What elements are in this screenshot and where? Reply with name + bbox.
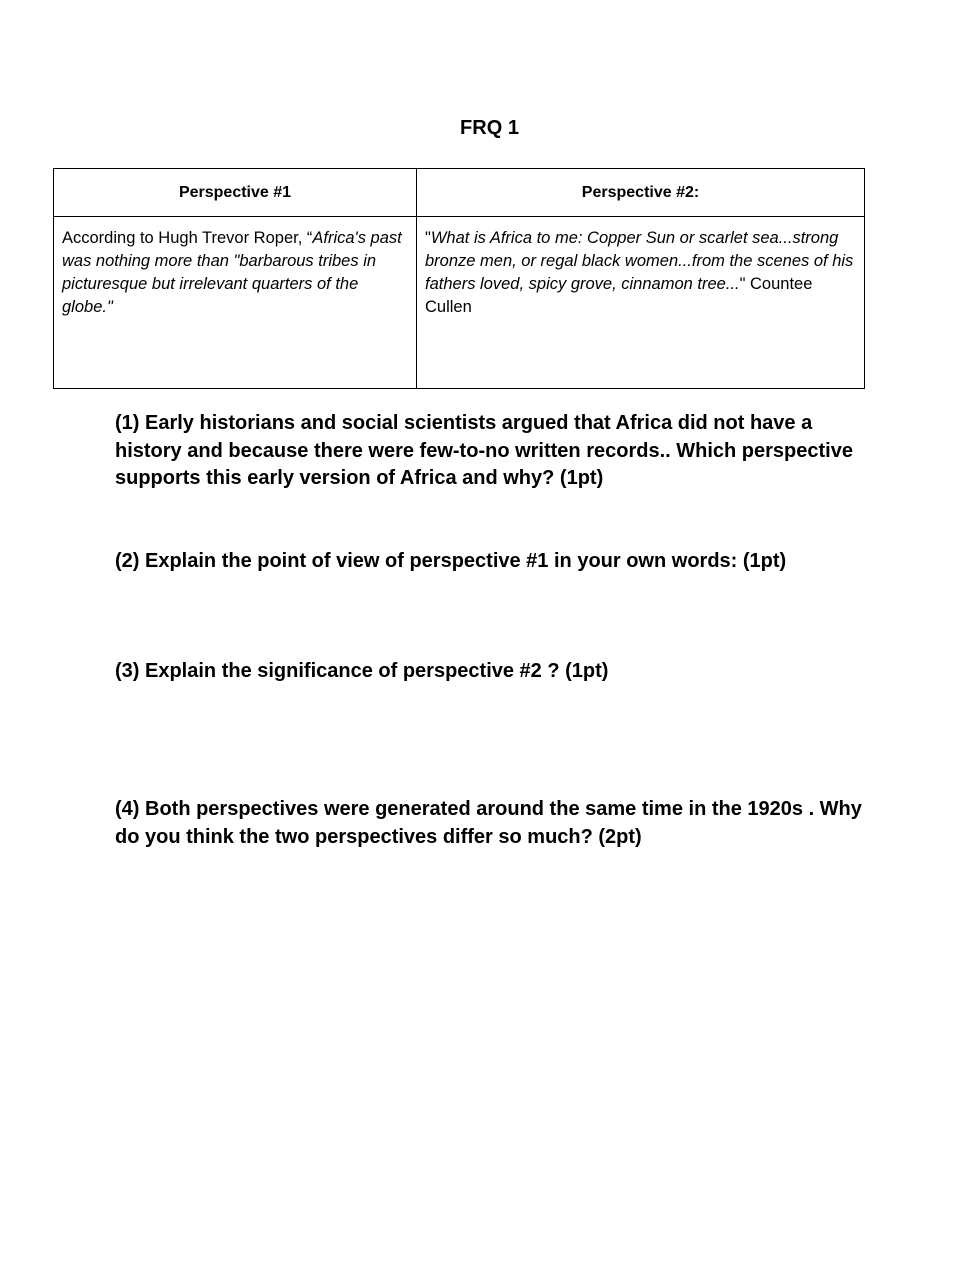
perspectives-table	[53, 168, 865, 389]
perspective-2-attribution: " Countee Cullen	[425, 275, 813, 316]
question-1: (1) Early historians and social scientists argued that Africa did not have a history and because there were few-to-no written records.. Which perspective supports this early version of Africa and why? (1pt)	[115, 412, 853, 489]
perspective-2-header: Perspective #2:	[417, 169, 865, 217]
perspective-1-attribution: According to Hugh Trevor Roper, “	[62, 229, 313, 247]
perspective-2-quote: What is Africa to me: Copper Sun or scarlet sea...strong bronze men, or regal black women...from the scenes of his fathers loved, spicy grove, cinnamon tree...	[425, 229, 854, 293]
perspective-1-cell	[54, 217, 417, 389]
perspective-2-cell	[417, 217, 865, 389]
perspective-1-quote: Africa's past was nothing more than "barbarous tribes in picturesque but irrelevant quarters of the globe."	[62, 229, 402, 316]
table-header-row	[54, 169, 865, 217]
table-row	[54, 217, 865, 389]
perspective-1-header: Perspective #1	[54, 169, 417, 217]
perspective-2-open-quote: "	[425, 229, 431, 247]
question-3: (3) Explain the significance of perspective #2 ? (1pt)	[115, 660, 609, 682]
question-4: (4) Both perspectives were generated around the same time in the 1920s . Why do you think the two perspectives differ so much? (2pt)	[115, 798, 862, 848]
page-title: FRQ 1	[460, 117, 519, 139]
question-2: (2) Explain the point of view of perspective #1 in your own words: (1pt)	[115, 550, 787, 572]
